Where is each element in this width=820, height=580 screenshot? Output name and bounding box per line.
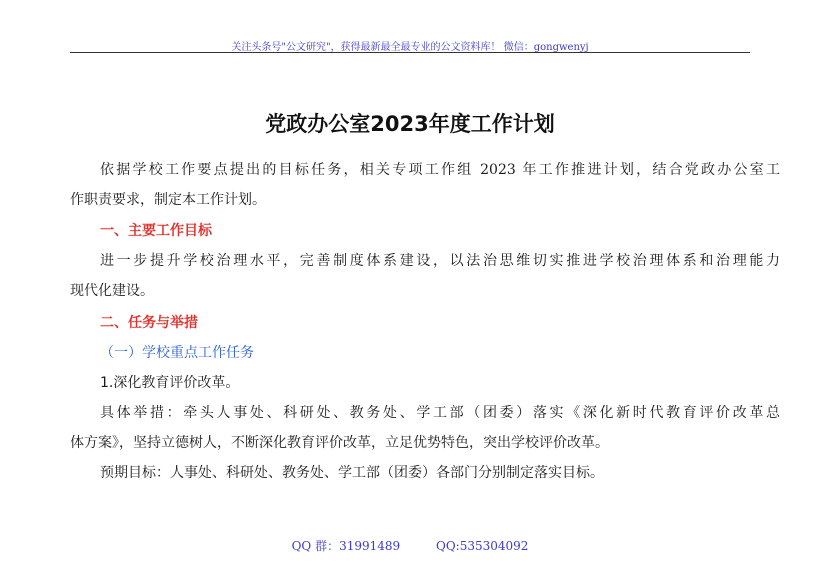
item-1-title: 1.深化教育评价改革。 xyxy=(100,375,240,391)
footer-qq-group: QQ 群：31991489 xyxy=(291,539,401,553)
item-1-measures-line-1: 具体举措：牵头人事处、科研处、教务处、学工部（团委）落实《深化新时代教育评价改革总 xyxy=(100,405,780,421)
intro-paragraph-line-1: 依据学校工作要点提出的目标任务，相关专项工作组 2023 年工作推进计划，结合党政办公室工 xyxy=(100,162,780,178)
footer-qq: QQ:535304092 xyxy=(435,539,529,553)
subsection-1-heading: （一）学校重点工作任务 xyxy=(100,345,254,361)
item-1-measures-line-2: 体方案》，坚持立德树人，不断深化教育评价改革，立足优势特色，突出学校评价改革。 xyxy=(70,435,609,451)
page-footer xyxy=(70,537,750,554)
page-header-text: 关注头条号"公文研究"，获得最新最全最专业的公文资料库！ 微信：gongwenyj xyxy=(231,42,589,53)
document-title: 党政办公室2023年度工作计划 xyxy=(265,112,555,136)
section-1-paragraph-line-1: 进一步提升学校治理水平，完善制度体系建设，以法治思维切实推进学校治理体系和治理能力 xyxy=(100,253,780,269)
section-1-paragraph-line-2: 现代化建设。 xyxy=(70,283,154,299)
intro-paragraph-line-2: 作职责要求，制定本工作计划。 xyxy=(70,192,266,208)
section-2-heading: 二、任务与举措 xyxy=(100,315,198,331)
item-1-goal: 预期目标：人事处、科研处、教务处、学工部（团委）各部门分别制定落实目标。 xyxy=(100,465,604,481)
section-1-heading: 一、主要工作目标 xyxy=(100,223,212,239)
header-divider xyxy=(70,52,750,53)
